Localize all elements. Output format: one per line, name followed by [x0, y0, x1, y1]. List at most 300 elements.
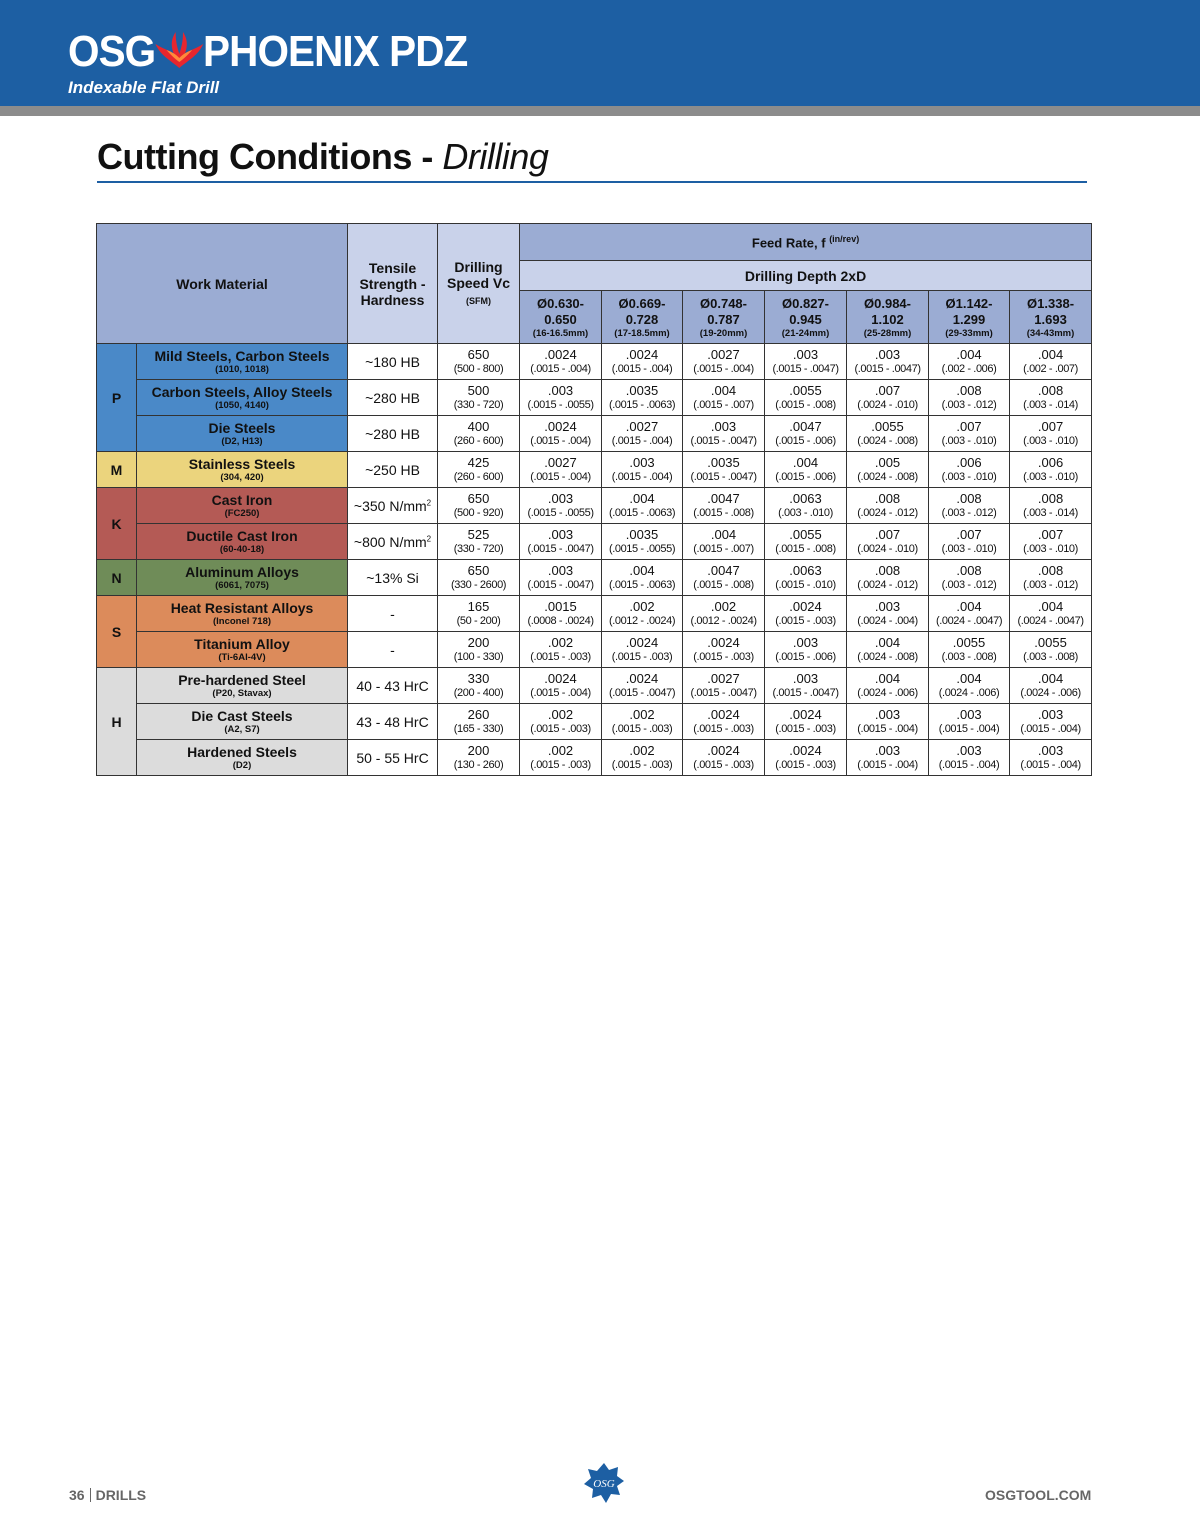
- feed-rate-range: (.0015 - .0055): [608, 543, 676, 555]
- feed-rate-cell: [929, 344, 1010, 380]
- table-row: [97, 344, 1092, 380]
- feed-rate-range: (.0015 - .0055): [527, 399, 594, 411]
- feed-rate-range: (.0015 - .004): [611, 471, 673, 483]
- drilling-speed-value: 165: [467, 599, 490, 614]
- feed-rate-cell: [1010, 596, 1092, 632]
- feed-rate-value: .008: [1037, 563, 1064, 578]
- feed-rate-cell: [929, 488, 1010, 524]
- title-rule: [97, 181, 1087, 183]
- feed-rate-value: .0055: [789, 527, 822, 542]
- feed-rate-range: (.0015 - .006): [775, 435, 836, 447]
- hardness-cell: [348, 416, 438, 452]
- material-name-cell: [137, 344, 348, 380]
- col-drilling-speed-label: Drilling Speed Vc: [447, 258, 511, 291]
- feed-rate-cell: [602, 524, 683, 560]
- feed-rate-value: .0024: [707, 635, 740, 650]
- feed-rate-value: .008: [874, 563, 901, 578]
- feed-rate-cell: [765, 452, 847, 488]
- feed-rate-range: (.0015 - .003): [530, 723, 591, 735]
- material-grades: (D2, H13): [221, 436, 263, 447]
- feed-rate-cell: [520, 740, 602, 776]
- diameter-range: Ø0.827- 0.945: [782, 295, 829, 327]
- feed-rate-cell: [602, 416, 683, 452]
- table-row: [97, 380, 1092, 416]
- feed-rate-value: .008: [956, 563, 982, 578]
- drilling-speed-cell: [438, 488, 520, 524]
- drilling-speed-cell: [438, 344, 520, 380]
- feed-rate-range: (.0012 - .0024): [690, 615, 757, 627]
- material-name: Carbon Steels, Alloy Steels: [151, 384, 333, 400]
- feed-rate-cell: [765, 344, 847, 380]
- feed-rate-cell: [683, 344, 765, 380]
- diameter-header-3: [683, 291, 765, 344]
- feed-rate-range: (.0015 - .004): [1020, 723, 1081, 735]
- feed-rate-value: .004: [956, 671, 982, 686]
- table-row: [97, 596, 1092, 632]
- feed-rate-value: .0055: [1034, 635, 1067, 650]
- feed-rate-value: .007: [1037, 527, 1064, 542]
- material-name-cell: [137, 524, 348, 560]
- feed-rate-value: .002: [629, 743, 655, 758]
- feed-rate-cell: [929, 740, 1010, 776]
- material-name: Titanium Alloy: [194, 636, 290, 652]
- feed-rate-cell: [683, 416, 765, 452]
- feed-rate-value: .0024: [625, 635, 659, 650]
- feed-rate-cell: [929, 596, 1010, 632]
- drilling-speed-value: 425: [467, 455, 490, 470]
- hardness-value: ~250 HB: [365, 461, 420, 478]
- feed-rate-range: (.0015 - .003): [775, 615, 836, 627]
- feed-rate-range: (.0015 - .003): [530, 651, 591, 663]
- feed-rate-value: .004: [792, 455, 819, 470]
- feed-rate-value: .0047: [789, 419, 822, 434]
- feed-rate-range: (.003 - .010): [778, 507, 833, 519]
- osg-logo-icon: [583, 1462, 625, 1504]
- hardness-cell: [348, 740, 438, 776]
- col-drilling-speed-unit: (SFM): [466, 295, 492, 306]
- feed-rate-cell: [847, 740, 929, 776]
- feed-rate-value: .0024: [544, 419, 577, 434]
- drilling-speed-range: (330 - 720): [453, 543, 504, 555]
- feed-rate-range: (.0015 - .003): [530, 759, 591, 771]
- brand-osg: OSG: [68, 27, 156, 76]
- feed-rate-value: .002: [547, 707, 574, 722]
- feed-rate-value: .004: [710, 383, 737, 398]
- hardness-cell: [348, 632, 438, 668]
- feed-rate-cell: [602, 668, 683, 704]
- drilling-speed-cell: [438, 380, 520, 416]
- feed-rate-range: (.0015 - .004): [611, 363, 673, 375]
- feed-rate-range: (.002 - .007): [1023, 363, 1078, 375]
- feed-rate-cell: [602, 596, 683, 632]
- material-grades: (A2, S7): [224, 724, 260, 735]
- page-title: [97, 136, 548, 178]
- feed-rate-cell: [929, 416, 1010, 452]
- material-group-code: M: [97, 452, 137, 488]
- feed-rate-value: .0035: [625, 383, 659, 398]
- feed-rate-range: (.0015 - .0047): [772, 687, 839, 699]
- feed-rate-cell: [683, 740, 765, 776]
- phoenix-flame-icon: [153, 30, 205, 70]
- feed-rate-cell: [1010, 524, 1092, 560]
- feed-rate-cell: [929, 380, 1010, 416]
- feed-rate-cell: [765, 704, 847, 740]
- feed-rate-range: (.0012 - .0024): [608, 615, 676, 627]
- feed-rate-range: (.0024 - .012): [857, 579, 918, 591]
- header-subtitle: Indexable Flat Drill: [68, 78, 220, 97]
- feed-rate-range: (.0015 - .008): [693, 507, 754, 519]
- feed-rate-range: (.0015 - .004): [530, 687, 591, 699]
- feed-rate-range: (.0024 - .006): [857, 687, 918, 699]
- header-divider: [0, 106, 1200, 116]
- hardness-cell: [348, 704, 438, 740]
- diameter-range: Ø0.630- 0.650: [537, 295, 584, 327]
- feed-rate-value: .003: [792, 347, 819, 362]
- feed-rate-cell: [520, 704, 602, 740]
- table-body: [97, 344, 1092, 776]
- feed-rate-range: (.003 - .012): [941, 579, 997, 591]
- feed-rate-range: (.0015 - .0047): [690, 435, 757, 447]
- feed-rate-cell: [683, 596, 765, 632]
- feed-rate-range: (.003 - .008): [1023, 651, 1078, 663]
- feed-rate-value: .003: [547, 563, 574, 578]
- feed-rate-cell: [1010, 560, 1092, 596]
- material-grades: (Ti-6Al-4V): [218, 652, 266, 663]
- hardness-cell: [348, 596, 438, 632]
- feed-rate-cell: [765, 632, 847, 668]
- feed-rate-value: .002: [629, 599, 655, 614]
- feed-rate-value: .002: [629, 707, 655, 722]
- feed-rate-cell: [683, 452, 765, 488]
- feed-rate-range: (.003 - .012): [941, 507, 997, 519]
- drilling-speed-value: 200: [467, 635, 490, 650]
- feed-rate-value: .0055: [952, 635, 986, 650]
- feed-rate-cell: [520, 380, 602, 416]
- feed-rate-cell: [602, 452, 683, 488]
- feed-rate-cell: [929, 524, 1010, 560]
- diameter-range: Ø0.984- 1.102: [864, 295, 911, 327]
- feed-rate-cell: [847, 380, 929, 416]
- table-row: [97, 668, 1092, 704]
- footer-website: OSGTOOL.COM: [985, 1487, 1092, 1503]
- feed-rate-cell: [520, 344, 602, 380]
- feed-rate-value: .004: [1037, 599, 1064, 614]
- feed-rate-cell: [602, 380, 683, 416]
- feed-rate-range: (.0024 - .0047): [1017, 615, 1084, 627]
- drilling-speed-value: 650: [467, 491, 490, 506]
- feed-rate-value: .004: [629, 491, 655, 506]
- table-row: [97, 524, 1092, 560]
- diameter-header-7: [1010, 291, 1092, 344]
- feed-rate-range: (.0015 - .003): [693, 723, 754, 735]
- feed-rate-range: (.0015 - .003): [611, 759, 673, 771]
- feed-rate-range: (.003 - .014): [1023, 507, 1078, 519]
- hardness-value: ~13% Si: [366, 569, 419, 586]
- drilling-speed-range: (260 - 600): [453, 435, 504, 447]
- hardness-value: 40 - 43 HrC: [356, 677, 429, 694]
- hardness-value: -: [390, 641, 395, 658]
- table-row: [97, 704, 1092, 740]
- feed-rate-value: .006: [956, 455, 982, 470]
- feed-rate-value: .005: [874, 455, 901, 470]
- drilling-speed-range: (260 - 600): [453, 471, 504, 483]
- feed-rate-cell: [847, 488, 929, 524]
- section-name: DRILLS: [95, 1487, 147, 1503]
- drilling-speed-value: 260: [467, 707, 490, 722]
- drilling-speed-range: (500 - 920): [453, 507, 504, 519]
- feed-rate-value: .003: [547, 383, 574, 398]
- feed-rate-range: (.0015 - .003): [775, 759, 836, 771]
- feed-rate-value: .008: [874, 491, 901, 506]
- diameter-mm: (29-33mm): [945, 327, 993, 339]
- col-work-material: Work Material: [97, 224, 348, 344]
- hardness-value: ~180 HB: [365, 353, 420, 370]
- feed-rate-value: .003: [629, 455, 655, 470]
- feed-rate-range: (.0015 - .0047): [690, 471, 757, 483]
- feed-rate-range: (.002 - .006): [941, 363, 997, 375]
- feed-rate-unit: (in/rev): [829, 233, 860, 244]
- drilling-speed-value: 400: [467, 419, 490, 434]
- feed-rate-range: (.003 - .010): [941, 471, 997, 483]
- feed-rate-value: .008: [1037, 491, 1064, 506]
- feed-rate-cell: [1010, 380, 1092, 416]
- col-tensile-strength: Tensile Strength - Hardness: [348, 224, 438, 344]
- feed-rate-cell: [520, 668, 602, 704]
- feed-rate-label: Feed Rate, f: [751, 235, 826, 251]
- feed-rate-cell: [847, 452, 929, 488]
- drilling-speed-range: (330 - 2600): [450, 579, 507, 591]
- feed-rate-range: (.0015 - .0047): [527, 543, 594, 555]
- feed-rate-range: (.0024 - .010): [857, 399, 918, 411]
- hardness-cell: [348, 668, 438, 704]
- feed-rate-cell: [765, 740, 847, 776]
- feed-rate-cell: [683, 704, 765, 740]
- feed-rate-value: .0024: [625, 671, 659, 686]
- material-name: Die Cast Steels: [191, 708, 293, 724]
- feed-rate-cell: [602, 704, 683, 740]
- feed-rate-value: .006: [1037, 455, 1064, 470]
- feed-rate-range: (.003 - .010): [1023, 435, 1078, 447]
- feed-rate-cell: [847, 596, 929, 632]
- feed-rate-cell: [765, 668, 847, 704]
- feed-rate-range: (.0015 - .0047): [854, 363, 921, 375]
- feed-rate-value: .0024: [789, 599, 822, 614]
- material-grades: (6061, 7075): [215, 580, 269, 591]
- feed-rate-range: (.0015 - .004): [938, 723, 1000, 735]
- feed-rate-value: .004: [874, 671, 901, 686]
- feed-rate-range: (.003 - .010): [941, 435, 997, 447]
- drilling-speed-cell: [438, 668, 520, 704]
- feed-rate-value: .008: [1037, 383, 1064, 398]
- drilling-speed-range: (500 - 800): [453, 363, 504, 375]
- material-group-code: N: [97, 560, 137, 596]
- feed-rate-value: .007: [956, 419, 982, 434]
- feed-rate-range: (.0015 - .010): [775, 579, 836, 591]
- material-grades: (60-40-18): [219, 544, 265, 555]
- feed-rate-cell: [602, 344, 683, 380]
- hardness-value: ~280 HB: [365, 425, 420, 442]
- feed-rate-value: .004: [1037, 347, 1064, 362]
- feed-rate-range: (.0015 - .003): [611, 651, 673, 663]
- feed-rate-value: .0024: [707, 707, 740, 722]
- diameter-range: Ø1.338- 1.693: [1027, 295, 1075, 327]
- drilling-speed-cell: [438, 632, 520, 668]
- feed-rate-cell: [847, 560, 929, 596]
- feed-rate-cell: [847, 344, 929, 380]
- feed-rate-cell: [847, 704, 929, 740]
- material-name: Ductile Cast Iron: [186, 528, 298, 544]
- page-title-main: Cutting Conditions -: [97, 136, 443, 177]
- feed-rate-value: .003: [956, 743, 982, 758]
- feed-rate-range: (.0015 - .0047): [772, 363, 839, 375]
- feed-rate-value: .003: [1037, 743, 1064, 758]
- feed-rate-range: (.0015 - .008): [775, 399, 836, 411]
- table-row: [97, 488, 1092, 524]
- feed-rate-cell: [520, 452, 602, 488]
- feed-rate-value: .004: [629, 563, 655, 578]
- feed-rate-value: .0047: [707, 491, 740, 506]
- feed-rate-cell: [765, 380, 847, 416]
- feed-rate-range: (.0015 - .004): [530, 363, 591, 375]
- feed-rate-range: (.0015 - .007): [693, 399, 754, 411]
- material-name: Stainless Steels: [188, 456, 296, 472]
- feed-rate-range: (.0015 - .003): [775, 723, 836, 735]
- feed-rate-value: .007: [956, 527, 982, 542]
- brand-logo: [68, 28, 467, 76]
- feed-rate-range: (.0015 - .0063): [608, 579, 676, 591]
- feed-rate-cell: [683, 668, 765, 704]
- material-grades: (FC250): [224, 508, 260, 519]
- feed-rate-range: (.0024 - .0047): [935, 615, 1003, 627]
- hardness-cell: [348, 452, 438, 488]
- feed-rate-value: .003: [792, 635, 819, 650]
- drilling-depth-header: Drilling Depth 2xD: [520, 261, 1092, 291]
- hardness-cell: [348, 560, 438, 596]
- diameter-header-6: [929, 291, 1010, 344]
- feed-rate-value: .003: [874, 707, 901, 722]
- feed-rate-value: .004: [710, 527, 737, 542]
- feed-rate-range: (.0008 - .0024): [527, 615, 594, 627]
- feed-rate-cell: [1010, 668, 1092, 704]
- feed-rate-value: .0035: [625, 527, 659, 542]
- feed-rate-cell: [602, 560, 683, 596]
- feed-rate-cell: [1010, 344, 1092, 380]
- feed-rate-value: .0024: [544, 347, 577, 362]
- feed-rate-value: .0027: [544, 455, 577, 470]
- feed-rate-header: [520, 224, 1092, 261]
- material-name-cell: [137, 452, 348, 488]
- feed-rate-value: .002: [710, 599, 737, 614]
- feed-rate-value: .004: [956, 347, 982, 362]
- material-name: Die Steels: [208, 420, 276, 436]
- drilling-speed-cell: [438, 704, 520, 740]
- material-name: Mild Steels, Carbon Steels: [154, 348, 330, 364]
- feed-rate-range: (.0015 - .008): [775, 543, 836, 555]
- feed-rate-cell: [1010, 488, 1092, 524]
- table-row: [97, 560, 1092, 596]
- material-name-cell: [137, 416, 348, 452]
- feed-rate-cell: [520, 560, 602, 596]
- feed-rate-cell: [520, 632, 602, 668]
- feed-rate-range: (.0024 - .010): [857, 543, 918, 555]
- feed-rate-cell: [765, 488, 847, 524]
- feed-rate-value: .0024: [789, 743, 822, 758]
- feed-rate-cell: [847, 668, 929, 704]
- feed-rate-cell: [520, 488, 602, 524]
- feed-rate-range: (.003 - .010): [941, 543, 997, 555]
- feed-rate-value: .0015: [544, 599, 577, 614]
- feed-rate-cell: [929, 452, 1010, 488]
- drilling-speed-cell: [438, 416, 520, 452]
- feed-rate-value: .0027: [625, 419, 659, 434]
- material-name-cell: [137, 632, 348, 668]
- hardness-value: ~280 HB: [365, 389, 420, 406]
- table-row: [97, 452, 1092, 488]
- feed-rate-range: (.0015 - .003): [693, 651, 754, 663]
- feed-rate-value: .003: [874, 599, 901, 614]
- feed-rate-range: (.0024 - .008): [857, 471, 918, 483]
- feed-rate-range: (.0015 - .004): [938, 759, 1000, 771]
- feed-rate-range: (.0015 - .0047): [690, 687, 757, 699]
- feed-rate-range: (.0024 - .004): [857, 615, 918, 627]
- feed-rate-cell: [1010, 632, 1092, 668]
- feed-rate-range: (.0024 - .006): [1020, 687, 1081, 699]
- feed-rate-range: (.0024 - .008): [857, 651, 918, 663]
- feed-rate-cell: [683, 560, 765, 596]
- feed-rate-range: (.0015 - .0055): [527, 507, 594, 519]
- feed-rate-range: (.003 - .014): [1023, 399, 1078, 411]
- material-grades: (1010, 1018): [215, 364, 269, 375]
- feed-rate-value: .008: [956, 491, 982, 506]
- hardness-cell: [348, 380, 438, 416]
- material-name-cell: [137, 668, 348, 704]
- feed-rate-value: .003: [547, 527, 574, 542]
- feed-rate-cell: [847, 632, 929, 668]
- feed-rate-value: .0063: [789, 563, 822, 578]
- diameter-mm: (21-24mm): [781, 327, 830, 339]
- feed-rate-range: (.0015 - .007): [693, 543, 754, 555]
- diameter-range: Ø1.142- 1.299: [945, 295, 993, 327]
- feed-rate-cell: [520, 596, 602, 632]
- feed-rate-value: .0055: [871, 419, 904, 434]
- drilling-speed-cell: [438, 524, 520, 560]
- feed-rate-cell: [929, 560, 1010, 596]
- material-name-cell: [137, 596, 348, 632]
- material-grades: (D2): [232, 760, 252, 771]
- drilling-speed-cell: [438, 560, 520, 596]
- feed-rate-value: .0055: [789, 383, 822, 398]
- feed-rate-cell: [602, 488, 683, 524]
- feed-rate-range: (.0015 - .008): [693, 579, 754, 591]
- feed-rate-value: .0027: [707, 671, 740, 686]
- feed-rate-cell: [1010, 704, 1092, 740]
- page-title-italic: Drilling: [442, 136, 549, 177]
- feed-rate-cell: [683, 488, 765, 524]
- feed-rate-value: .0024: [625, 347, 659, 362]
- feed-rate-value: .007: [874, 527, 901, 542]
- hardness-value: ~800 N/mm: [353, 533, 427, 550]
- material-name: Aluminum Alloys: [185, 564, 299, 580]
- drilling-speed-cell: [438, 740, 520, 776]
- feed-rate-value: .0024: [707, 743, 740, 758]
- hardness-value: -: [390, 605, 395, 622]
- feed-rate-range: (.0015 - .003): [693, 759, 754, 771]
- feed-rate-value: .002: [547, 743, 574, 758]
- material-group-code: S: [97, 596, 137, 668]
- hardness-value: ~350 N/mm: [353, 497, 427, 514]
- diameter-mm: (16-16.5mm): [532, 327, 589, 339]
- feed-rate-range: (.0015 - .004): [857, 759, 918, 771]
